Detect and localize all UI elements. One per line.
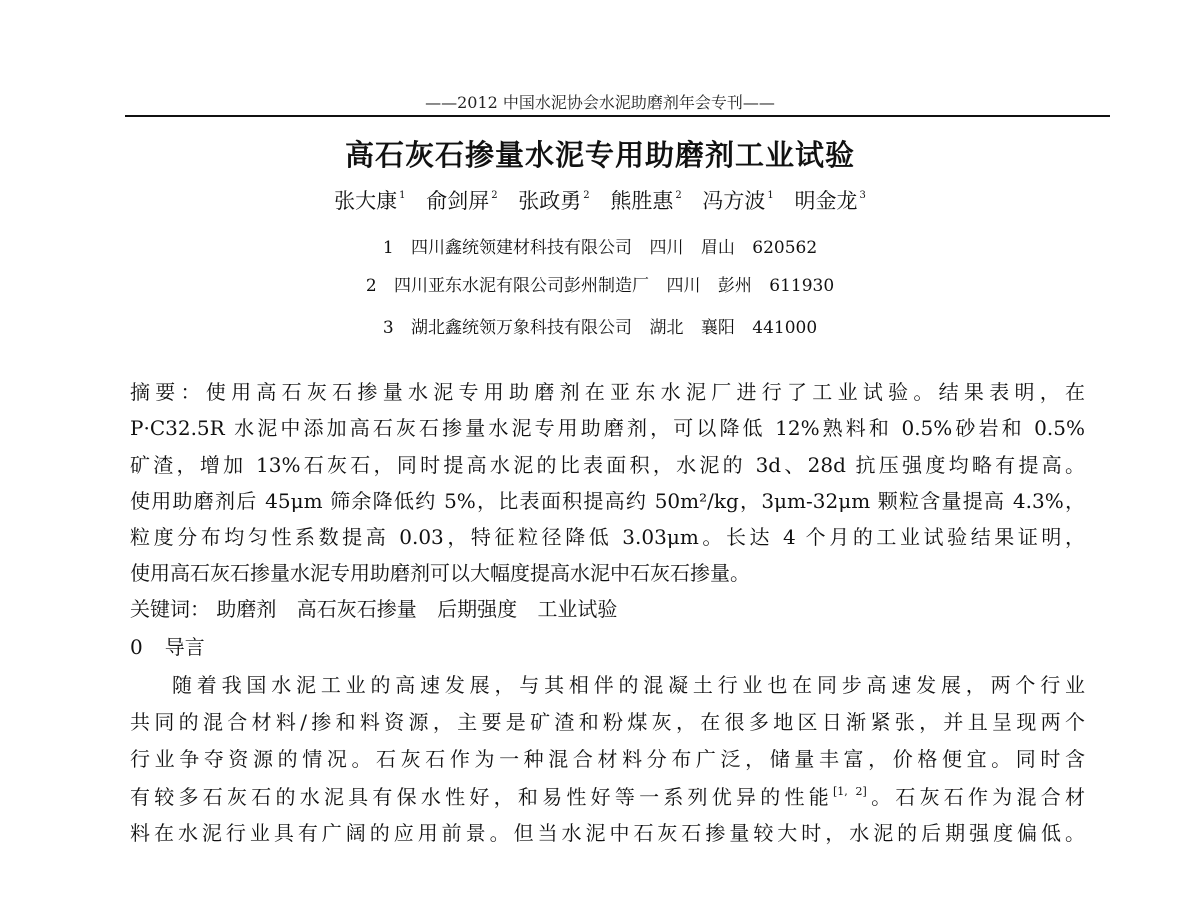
paragraph-line: 行业争夺资源的情况。石灰石作为一种混合材料分布广泛，储量丰富，价格便宜。同时含: [130, 747, 1085, 771]
author: 明金龙 $^3$: [794, 189, 866, 213]
abstract-line: P·C32.5R 水泥中添加高石灰石掺量水泥专用助磨剂，可以降低 12%熟料和 0.5%砂岩和 0.5%: [130, 416, 1085, 440]
affiliation: 3 湖北鑫统领万象科技有限公司 湖北 襄阳 441000: [382, 318, 818, 338]
running-header: ——2012 中国水泥协会水泥助磨剂年会专刊——: [425, 93, 775, 112]
author-affiliation-mark: 1: [767, 190, 774, 201]
affiliation: 1 四川鑫统领建材科技有限公司 四川 眉山 620562: [382, 238, 818, 258]
author-affiliation-mark: 2: [583, 190, 590, 201]
author: 张大康 $^1$: [334, 189, 406, 213]
section-number: 0: [130, 635, 143, 659]
author-affiliation-mark: 1: [399, 190, 406, 201]
abstract-line: 矿渣，增加 13%石灰石，同时提高水泥的比表面积，水泥的 3d、28d 抗压强度均略有提高。: [130, 453, 1085, 477]
section-heading: [130, 637, 1085, 657]
author: 熊胜惠 $^2$: [610, 189, 682, 213]
citation-ref: [1, 2]: [833, 785, 867, 798]
abstract-line: 使用助磨剂后 45μm 筛余降低约 5%，比表面积提高约 50m²/kg，3μm-32μm 颗粒含量提高 4.3%，: [130, 489, 1085, 513]
author-affiliation-mark: 2: [675, 190, 682, 201]
author-affiliation-mark: 2: [491, 190, 498, 201]
keyword: 助磨剂: [216, 597, 277, 621]
author: 张政勇 $^2$: [518, 189, 590, 213]
abstract-line: 使用高石灰石掺量水泥专用助磨剂可以大幅度提高水泥中石灰石掺量。: [130, 561, 750, 585]
paper-title: 高石灰石掺量水泥专用助磨剂工业试验: [344, 138, 855, 172]
keyword: 后期强度: [437, 597, 518, 621]
author-list: [0, 185, 1200, 215]
keyword: 高石灰石掺量: [296, 597, 417, 621]
keywords: [130, 599, 1085, 619]
keywords-label: 关键词：: [130, 597, 210, 621]
author-affiliation-mark: 3: [859, 190, 866, 201]
paragraph-line: 共同的混合材料/掺和料资源，主要是矿渣和粉煤灰，在很多地区日渐紧张，并且呈现两个: [130, 710, 1085, 734]
section-title: 导言: [164, 635, 205, 659]
paragraph-line: 料在水泥行业具有广阔的应用前景。但当水泥中石灰石掺量较大时，水泥的后期强度偏低。: [130, 821, 1085, 845]
keyword: 工业试验: [537, 597, 618, 621]
author: 俞剑屏 $^2$: [426, 189, 498, 213]
paragraph-line: 有较多石灰石的水泥具有保水性好，和易性好等一系列优异的性能[1, 2]。石灰石作为混合材: [130, 785, 1086, 809]
abstract-line: 粒度分布均匀性系数提高 0.03，特征粒径降低 3.03μm。长达 4 个月的工业试验结果证明，: [130, 525, 1085, 549]
paragraph-line: 随着我国水泥工业的高速发展，与其相伴的混凝土行业也在同步高速发展，两个行业: [172, 673, 1085, 697]
author: 冯方波 $^1$: [702, 189, 774, 213]
affiliation: 2 四川亚东水泥有限公司彭州制造厂 四川 彭州 611930: [365, 276, 835, 296]
header-rule: [125, 115, 1110, 117]
abstract-line: 摘要：使用高石灰石掺量水泥专用助磨剂在亚东水泥厂进行了工业试验。结果表明，在: [130, 380, 1085, 404]
